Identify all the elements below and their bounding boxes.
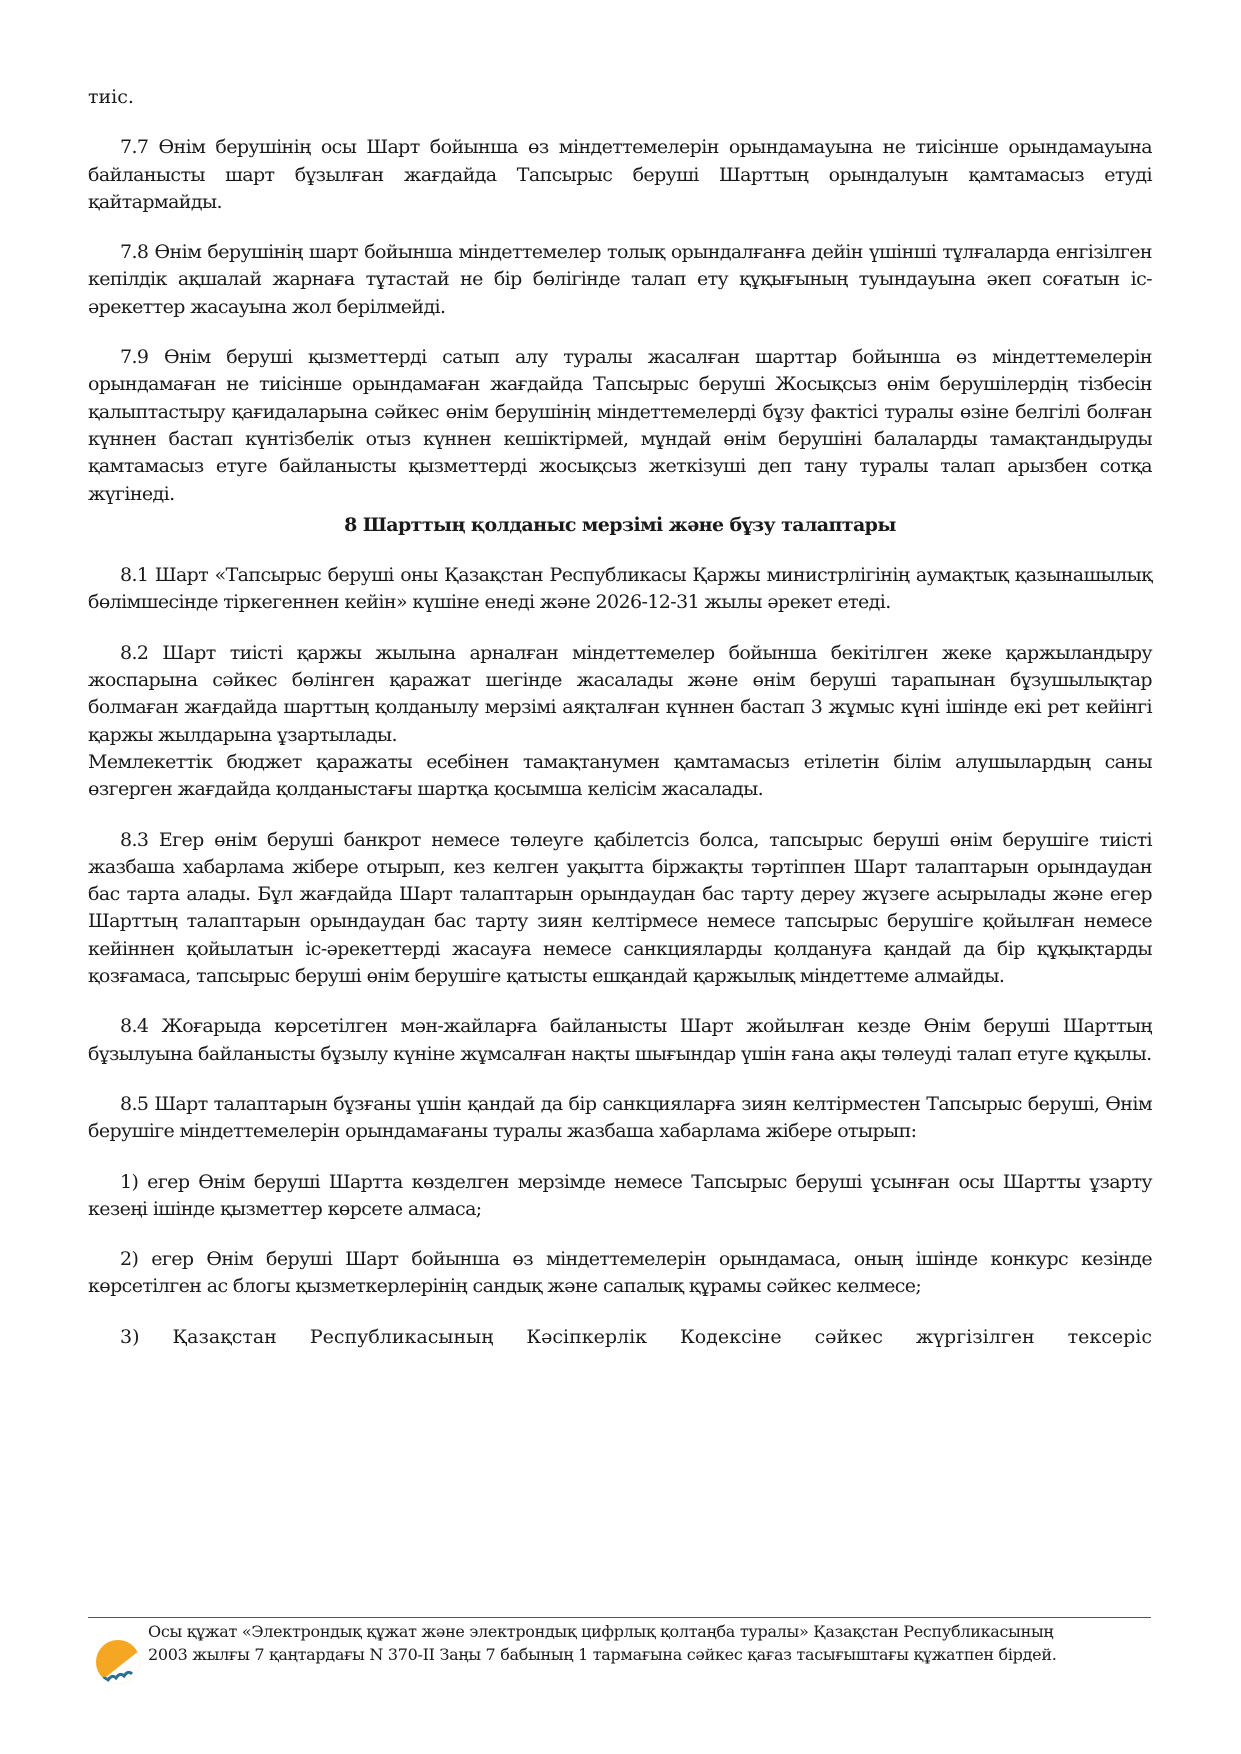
paragraph-8-3: 8.3 Егер өнім беруші банкрот немесе төлеуге қабілетсіз болса, тапсырыс беруші өнім берушіге тиісті жазбаша хабарлама жібере отырып, кез келген уақытта біржақты тәртіппен Шарт талаптарын орындаудан бас тарта алады. Бұл жағдайда Шарт талаптарын орындаудан бас тарту дереу жүзеге асырылады және егер Шарттың талаптарын орындаудан бас тарту зиян келтірмесе немесе тапсырыс берушіге қойылған немесе кейіннен қойылатын іс-әрекеттерді жасауға немесе санкцияларды қолдануға қандай да бір құқықтарды қозғамаса, тапсырыс беруші өнім берушіге қатысты ешқандай қаржылық міндеттеме алмайды.	[88, 828, 1152, 988]
paragraph-8-5: 8.5 Шарт талаптарын бұзғаны үшін қандай да бір санкцияларға зиян келтірместен Тапсырыс беруші, Өнім берушіге міндеттемелерін орындамағаны туралы жазбаша хабарлама жібере отырып:	[88, 1092, 1152, 1143]
footer-legal-note: Осы құжат «Электрондық құжат және электрондық цифрлық қолтаңба туралы» Қазақстан Республикасының 2003 жылғы 7 қаңтардағы N 370-II Заңы 7 бабының 1 тармағына сәйкес қағаз тасығыштағы құжатпен бірдей.	[148, 1622, 1057, 1664]
paragraph-7-9: 7.9 Өнім беруші қызметтерді сатып алу туралы жасалған шарттар бойынша өз міндеттемелерін орындамаған не тиісінше орындамаған жағдайда Тапсырыс беруші Жосықсыз өнім берушілердің тізбесін қалыптастыру қағидаларына сәйкес өнім берушінің міндеттемелерді бұзу фактісі туралы өзіне белгілі болған күннен бастап күнтізбелік отыз күннен кешіктірмей, мұндай өнім берушіні балаларды тамақтандыруды қамтамасыз етуге байланысты қызметтерді жосықсыз жеткізуші деп тану туралы талап арызбен сотқа жүгінеді.	[88, 346, 1152, 505]
paragraph-7-8: 7.8 Өнім берушінің шарт бойынша міндеттемелер толық орындалғанға дейін үшінші тұлғаларда енгізілген кепілдік ақшалай жарнаға тұтастай не бір бөлігінде талап ету құқығының туындауына әкеп соғатын іс-әрекеттер жасауына жол берілмейді.	[88, 241, 1152, 318]
list-item-3: 3) Қазақстан Республикасының Кәсіпкерлік Кодексіне сәйкес жүргізілген тексеріс	[120, 1325, 1152, 1348]
list-item-2: 2) егер Өнім беруші Шарт бойынша өз міндеттемелерін орындамаса, оның ішінде конкурс кезінде көрсетілген ас блогы қызметкерлерінің сандық және сапалық құрамы сәйкес келмесе;	[88, 1248, 1152, 1298]
paragraph-continuation: тиіс.	[88, 86, 134, 108]
document-body	[88, 84, 1152, 1348]
list-item-1: 1) егер Өнім беруші Шартта көзделген мерзімде немесе Тапсырыс беруші ұсынған осы Шартты ұзарту кезеңі ішінде қызметтер көрсете алмаса;	[88, 1170, 1152, 1220]
section-8-heading: 8 Шарттың қолданыс мерзімі және бұзу талаптары	[344, 513, 896, 536]
paragraph-8-2: 8.2 Шарт тиісті қаржы жылына арналған міндеттемелер бойынша бекітілген жеке қаржыландыру жоспарына сәйкес бөлінген қаражат шегінде жасалады және өнім беруші тарапынан бұзушылықтар болмаған жағдайда шарттың қолданылу мерзімі аяқталған күннен бастап 3 жұмыс күні ішінде екі рет кейінгі қаржы жылдарына ұзартылады.	[88, 641, 1152, 746]
footer-divider	[88, 1617, 1151, 1618]
paragraph-8-2-addendum: Мемлекеттік бюджет қаражаты есебінен тамақтанумен қамтамасыз етілетін білім алушылардың саны өзгерген жағдайда қолданыстағы шартқа қосымша келісім жасалады.	[88, 750, 1152, 801]
egov-sun-logo-icon	[92, 1636, 140, 1688]
paragraph-7-7: 7.7 Өнім берушінің осы Шарт бойынша өз міндеттемелерін орындамауына не тиісінше орындамауына байланысты шарт бұзылған жағдайда Тапсырыс беруші Шарттың орындалуын қамтамасыз етуді қайтармайды.	[88, 136, 1152, 213]
paragraph-8-1: 8.1 Шарт «Тапсырыс беруші оны Қазақстан Республикасы Қаржы министрлігінің аумақтық қазынашылық бөлімшесінде тіркегеннен кейін» күшіне енеді және 2026-12-31 жылы әрекет етеді.	[88, 564, 1152, 614]
paragraph-8-4: 8.4 Жоғарыда көрсетілген мән-жайларға байланысты Шарт жойылған кезде Өнім беруші Шарттың бұзылуына байланысты бұзылу күніне жұмсалған нақты шығындар үшін ғана ақы төлеуді талап етуге құқылы.	[88, 1015, 1152, 1065]
